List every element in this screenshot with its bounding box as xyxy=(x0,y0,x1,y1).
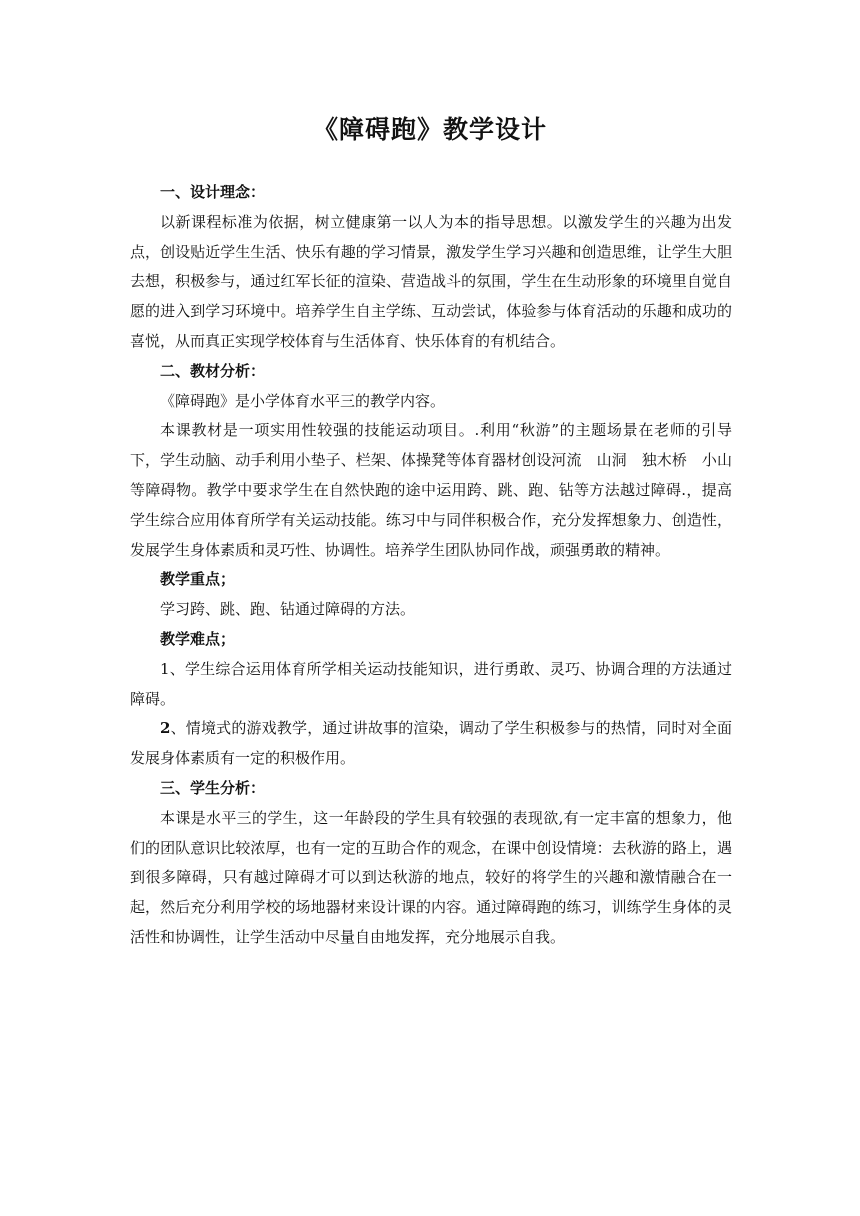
section-heading-students: 三、学生分析： xyxy=(160,778,266,797)
material-paragraph-2: 本课教材是一项实用性较强的技能运动项目。.利用“秋游”的主题场景在老师的引导下，学生动脑、动手利用小垫子、栏架、体操凳等体育器材创设河流 山洞 独木桥 小山等障碍物。教学中要求学生在自然快跑的途中运用跨、跳、跑、钻等方法越过障碍.，提高学生综合应用体育所学有关运动技能。练习中与同伴积极合作，充分发挥想象力、创造性，发展学生身体素质和灵巧性、协调性。培养学生团队协同作战，顽强勇敢的精神。 xyxy=(130,421,732,559)
students-paragraph: 本课是水平三的学生，这一年龄段的学生具有较强的表现欲,有一定丰富的想象力，他们的团队意识比较浓厚，也有一定的互助合作的观念，在课中创设情境：去秋游的路上，遇到很多障碍，只有越过障碍才可以到达秋游的地点，较好的将学生的兴趣和激情融合在一起，然后充分利用学校的场地器材来设计课的内容。通过障碍跑的练习，训练学生身体的灵活性和协调性，让学生活动中尽量自由地发挥，充分地展示自我。 xyxy=(130,808,732,946)
difficulty-item-2 xyxy=(130,714,732,774)
document-body xyxy=(130,178,732,953)
concept-paragraph: 以新课程标准为依据，树立健康第一以人为本的指导思想。以激发学生的兴趣为出发点，创设贴近学生生活、快乐有趣的学习情景，激发学生学习兴趣和创造思维，让学生大胆去想，积极参与，通过红军长征的渲染、营造战斗的氛围，学生在生动形象的环境里自觉自愿的进入到学习环境中。培养学生自主学练、互动尝试，体验参与体育活动的乐趣和成功的喜悦，从而真正实现学校体育与生活体育、快乐体育的有机结合。 xyxy=(130,212,732,350)
material-paragraph-1: 《障碍跑》是小学体育水平三的教学内容。 xyxy=(160,391,446,410)
section-heading-concept: 一、设计理念： xyxy=(160,183,266,201)
section-heading-material: 二、教材分析： xyxy=(160,361,266,380)
difficulty-item-1: 1、学生综合运用体育所学相关运动技能知识，进行勇敢、灵巧、协调合理的方法通过障碍。 xyxy=(130,659,732,708)
difficulty-item-2-number: 2 xyxy=(160,719,171,738)
section-heading-focus: 教学重点； xyxy=(160,570,236,589)
focus-paragraph: 学习跨、跳、跑、钻通过障碍的方法。 xyxy=(160,600,416,619)
difficulty-item-2-text: 、情境式的游戏教学，通过讲故事的渲染，调动了学生积极参与的热情，同时对全面发展身体素质有一定的积极作用。 xyxy=(130,719,732,768)
document-title: 《障碍跑》教学设计 xyxy=(312,115,547,144)
section-heading-difficulty: 教学难点； xyxy=(160,629,236,648)
